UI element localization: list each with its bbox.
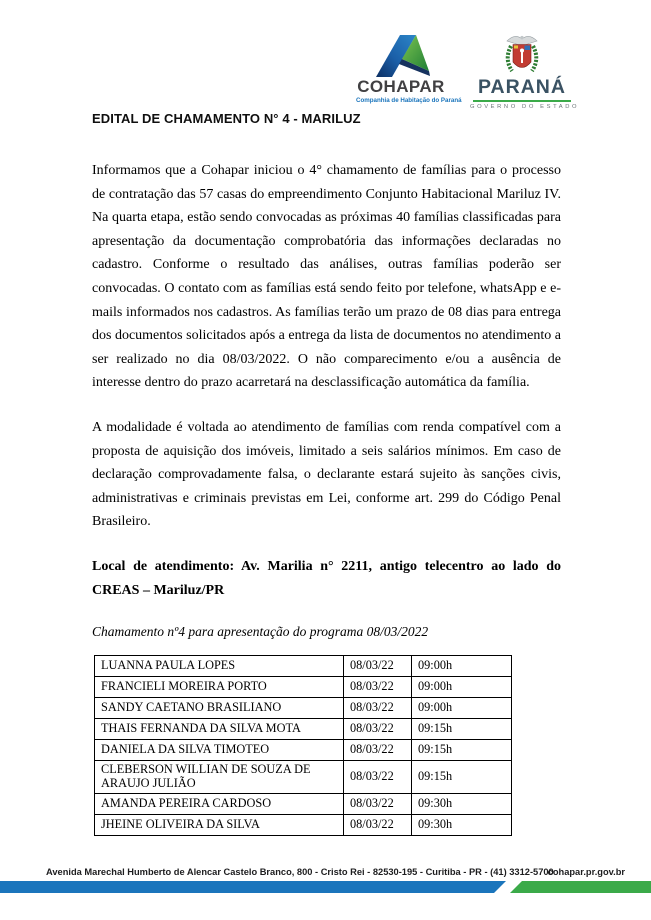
footer-website: cohapar.pr.gov.br: [547, 867, 625, 877]
cell-name: AMANDA PEREIRA CARDOSO: [95, 794, 344, 815]
cell-time: 09:30h: [412, 794, 512, 815]
cell-time: 09:00h: [412, 656, 512, 677]
cell-date: 08/03/22: [344, 761, 412, 794]
cell-name: SANDY CAETANO BRASILIANO: [95, 698, 344, 719]
cohapar-logo: [356, 33, 462, 104]
table-row: [95, 794, 512, 815]
cell-date: 08/03/22: [344, 698, 412, 719]
cell-time: 09:30h: [412, 815, 512, 836]
footer-address: Avenida Marechal Humberto de Alencar Castelo Branco, 800 - Cristo Rei - 82530-195 - Curitiba - PR - (41) 3312-5700: [46, 867, 554, 877]
schedule-table-body: [95, 656, 512, 836]
cell-date: 08/03/22: [344, 794, 412, 815]
cell-name: JHEINE OLIVEIRA DA SILVA: [95, 815, 344, 836]
cell-name: FRANCIELI MOREIRA PORTO: [95, 677, 344, 698]
body-paragraph-1: Informamos que a Cohapar iniciou o 4° chamamento de famílias para o processo de contratação das 57 casas do empreendimento Conjunto Habitacional Mariluz IV. Na quarta etapa, estão sendo convocadas as próximas 40 famílias classificadas para apresentação da documentação comprobatória das informações declaradas no cadastro. Conforme o resultado das análises, outras famílias poderão ser convocadas. O contato com as famílias está sendo feito por telefone, whatsApp e e-mails informados nos cadastros. As famílias terão um prazo de 08 dias para entrega dos documentos solicitados após a entrega da lista de documentos no atendimento a ser realizado no dia 08/03/2022. O não comparecimento e/ou a ausência de interesse dentro do prazo acarretará na desclassificação automática da família.: [92, 163, 561, 391]
header-logos: [356, 33, 580, 110]
cell-time: 09:15h: [412, 719, 512, 740]
table-row: [95, 815, 512, 836]
cell-time: 09:15h: [412, 761, 512, 794]
parana-logo-rule: [473, 100, 571, 103]
cell-date: 08/03/22: [344, 815, 412, 836]
cell-name: THAIS FERNANDA DA SILVA MOTA: [95, 719, 344, 740]
table-row: [95, 719, 512, 740]
cohapar-logo-name: COHAPAR: [357, 77, 445, 96]
cohapar-logo-subtitle: Companhia de Habitação do Paraná: [356, 96, 462, 104]
cell-date: 08/03/22: [344, 656, 412, 677]
cell-name: CLEBERSON WILLIAN DE SOUZA DE ARAUJO JULIÃO: [95, 761, 344, 794]
table-row: [95, 761, 512, 794]
cell-name: LUANNA PAULA LOPES: [95, 656, 344, 677]
location-note: Local de atendimento: Av. Marilia n° 2211, antigo telecentro ao lado do CREAS – Mariluz/PR: [92, 558, 561, 598]
cohapar-logo-mark-icon: [372, 33, 430, 77]
table-row: [95, 740, 512, 761]
cell-name: DANIELA DA SILVA TIMOTEO: [95, 740, 344, 761]
schedule-table: [94, 655, 512, 836]
document-body: [92, 159, 561, 836]
schedule-caption: Chamamento nº4 para apresentação do programa 08/03/2022: [92, 624, 429, 640]
cell-date: 08/03/22: [344, 740, 412, 761]
parana-logo-name: PARANÁ: [478, 76, 566, 98]
parana-logo: [470, 33, 580, 110]
footer-bar-green: [510, 881, 651, 893]
table-row: [95, 656, 512, 677]
body-paragraph-2: A modalidade é voltada ao atendimento de famílias com renda compatível com a proposta de aquisição dos imóveis, limitado a seis salários mínimos. Em caso de declaração comprovadamente falsa, o declarante estará sujeito às sanções civis, administrativas e criminais previstas em Lei, conforme art. 299 do Código Penal Brasileiro.: [92, 419, 561, 530]
cell-time: 09:00h: [412, 677, 512, 698]
footer-bar-blue: [0, 881, 506, 893]
document-title: EDITAL DE CHAMAMENTO N° 4 - MARILUZ: [92, 111, 361, 126]
parana-logo-subtitle: GOVERNO DO ESTADO: [470, 104, 580, 110]
table-row: [95, 677, 512, 698]
parana-coat-of-arms-icon: [499, 33, 545, 77]
cell-time: 09:15h: [412, 740, 512, 761]
cell-date: 08/03/22: [344, 677, 412, 698]
table-row: [95, 698, 512, 719]
cell-date: 08/03/22: [344, 719, 412, 740]
cell-time: 09:00h: [412, 698, 512, 719]
